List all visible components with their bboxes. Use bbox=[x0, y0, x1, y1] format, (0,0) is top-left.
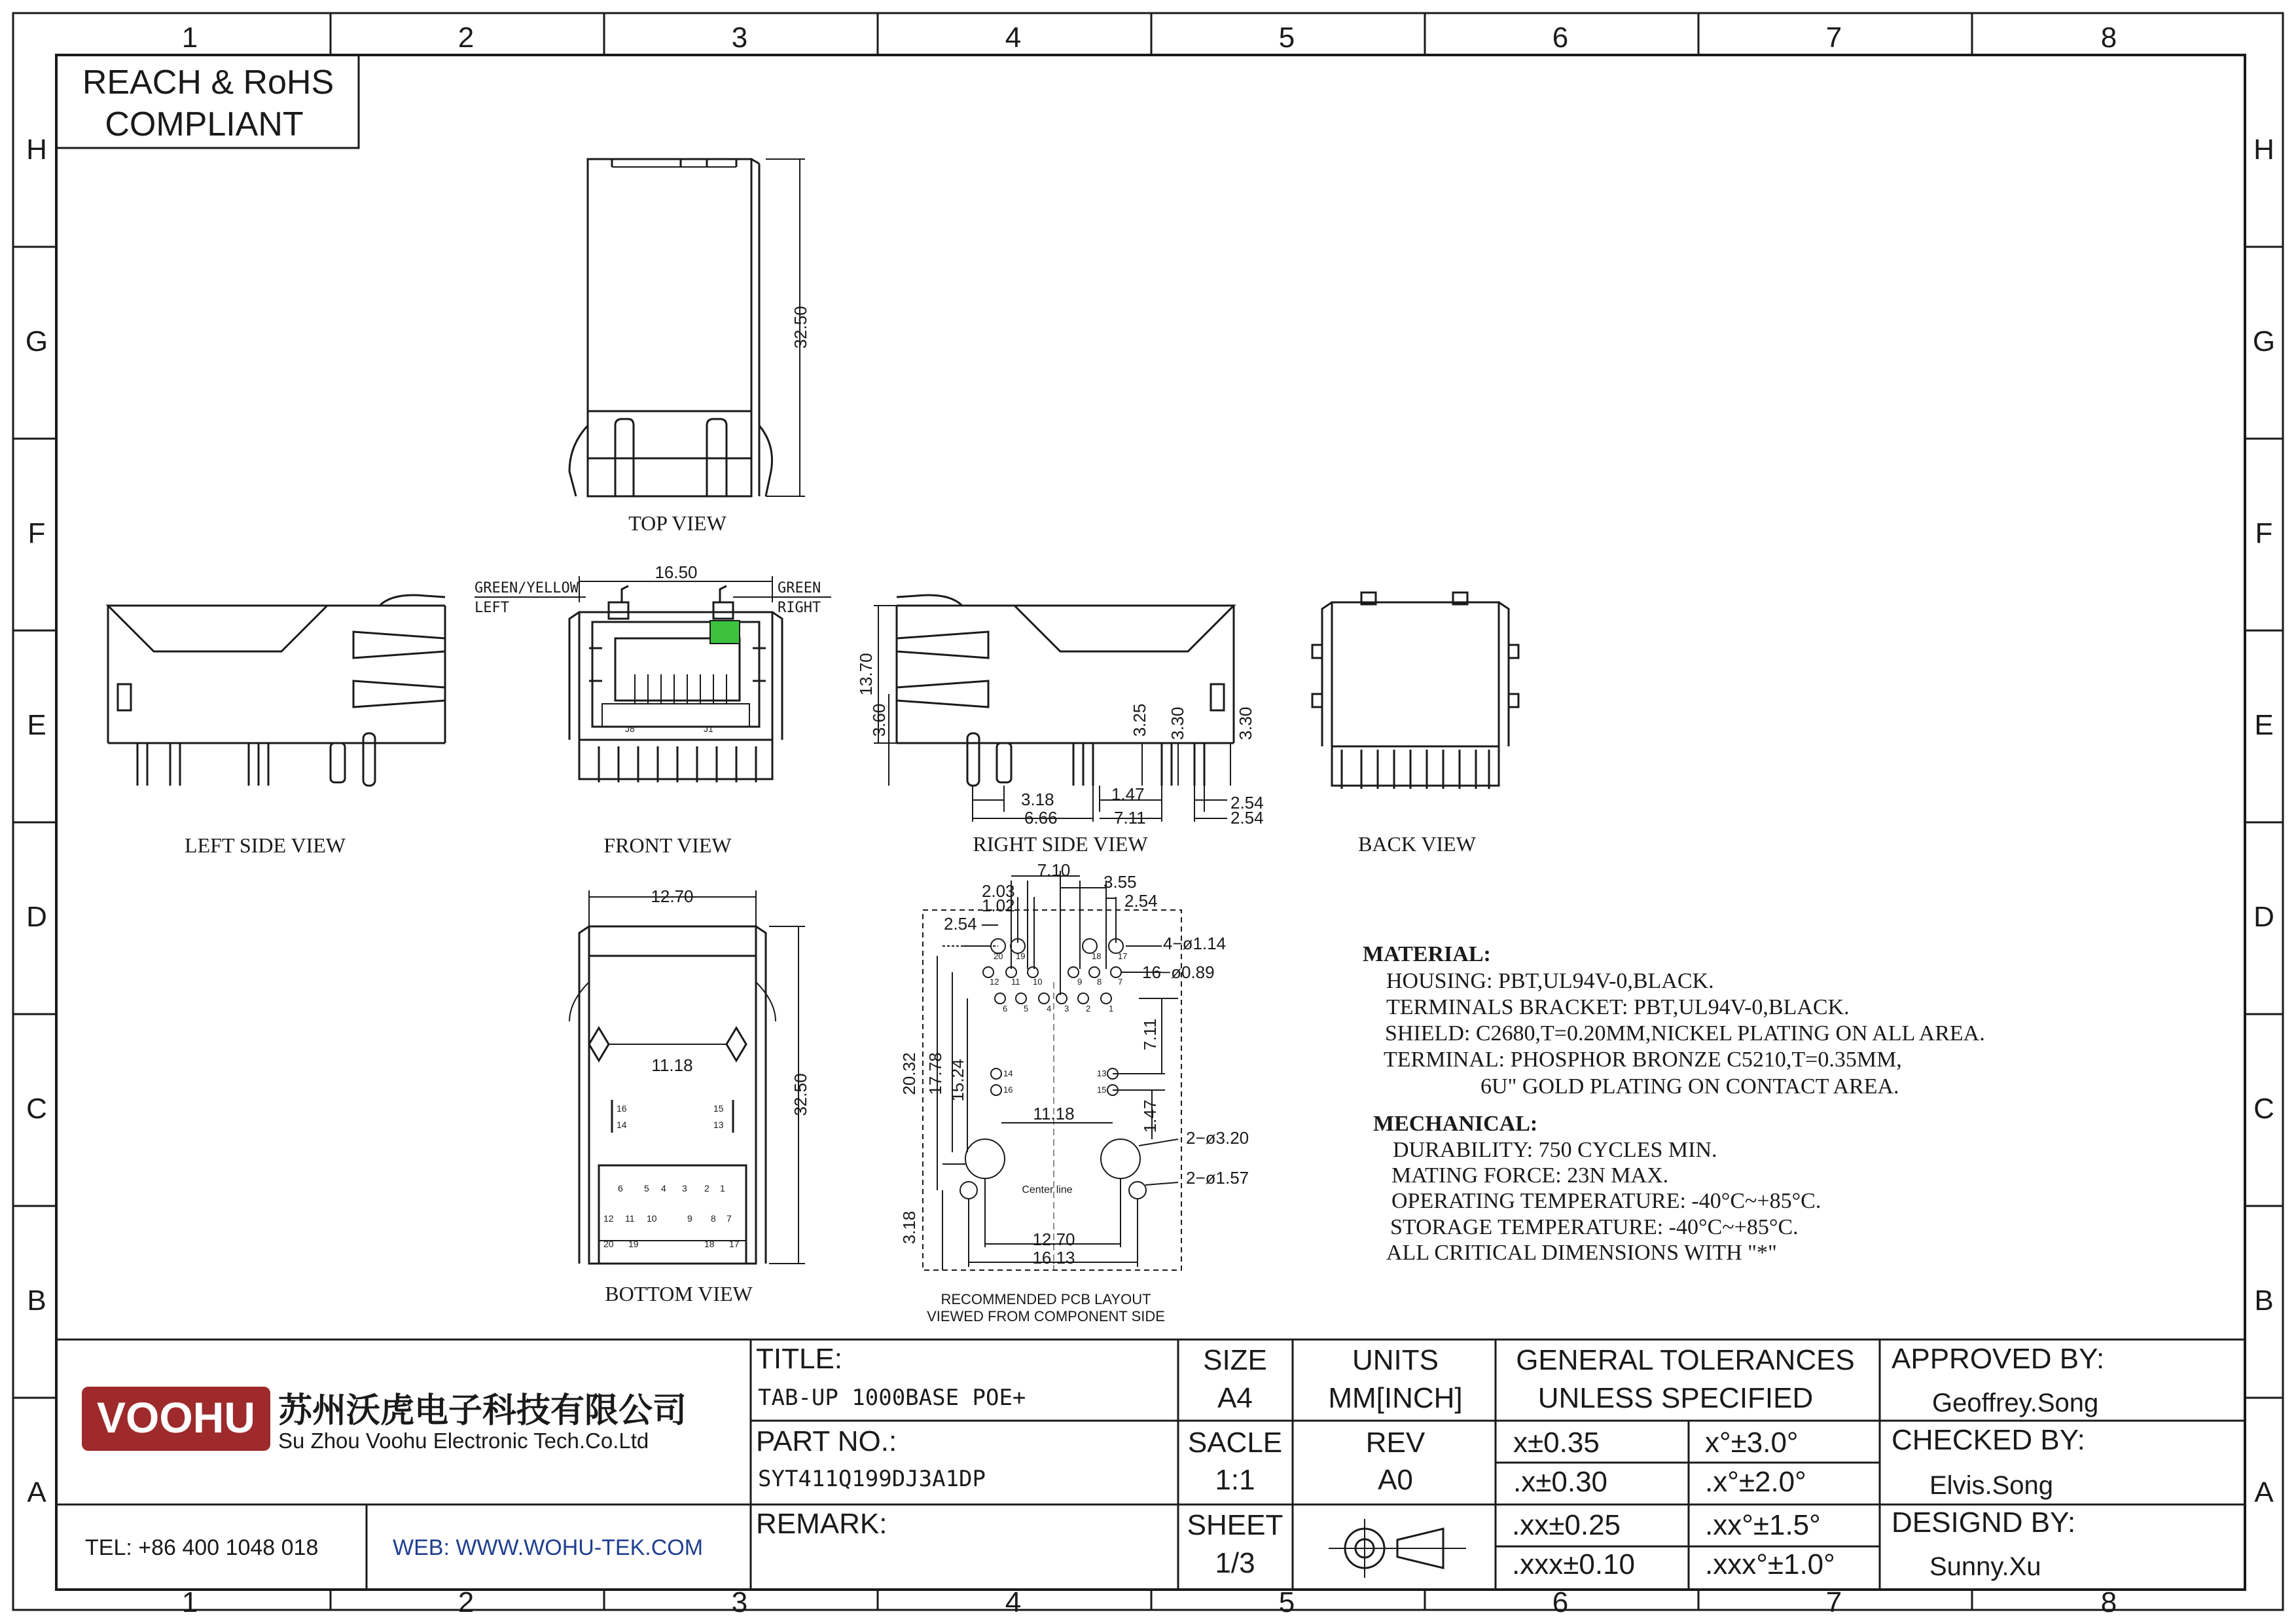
pin-label: 8 bbox=[1097, 977, 1102, 987]
col-label: 2 bbox=[457, 1586, 475, 1618]
back-view-label: BACK VIEW bbox=[1358, 832, 1476, 856]
dim-pcb-17-78: 17.78 bbox=[925, 1052, 945, 1095]
dim-pcb-12-70: 12.70 bbox=[1032, 1230, 1075, 1249]
right-side-view-label: RIGHT SIDE VIEW bbox=[973, 832, 1148, 856]
rev-label: REV bbox=[1365, 1427, 1426, 1459]
row-label: F bbox=[2255, 517, 2273, 549]
row-label: C bbox=[2253, 1093, 2274, 1125]
mechanical-line: DURABILITY: 750 CYCLES MIN. bbox=[1393, 1138, 1717, 1162]
compliance-line1: REACH & RoHS bbox=[82, 64, 334, 101]
dim-bottom-12-70: 12.70 bbox=[651, 886, 694, 906]
row-label: D bbox=[2253, 901, 2274, 933]
col-label: 6 bbox=[1552, 1586, 1569, 1618]
pin-label: 16 bbox=[617, 1103, 627, 1114]
pin-label: 9 bbox=[687, 1213, 692, 1224]
pin-label: 5 bbox=[1024, 1004, 1029, 1013]
mechanical-notes bbox=[1373, 1112, 1821, 1265]
row-label: B bbox=[27, 1285, 46, 1317]
dim-rs-3-30a: 3.30 bbox=[1168, 706, 1187, 740]
pin-label: 18 bbox=[704, 1239, 715, 1249]
dim-pcb-hole-089: 16−ø0.89 bbox=[1142, 962, 1215, 982]
checked-value: Elvis.Song bbox=[1929, 1471, 2053, 1500]
dim-pcb-3-18: 3.18 bbox=[899, 1211, 919, 1245]
dim-rs-3-18: 3.18 bbox=[1021, 790, 1054, 809]
pin-label: 19 bbox=[628, 1239, 639, 1249]
col-label: 5 bbox=[1278, 1586, 1295, 1618]
material-line: TERMINAL: PHOSPHOR BRONZE C5210,T=0.35MM, bbox=[1384, 1048, 1902, 1072]
part-value: SYT411Q199DJ3A1DP bbox=[758, 1466, 986, 1492]
row-label: E bbox=[2254, 709, 2274, 741]
part-label: PART NO.: bbox=[756, 1425, 897, 1457]
dim-top-height: 32.50 bbox=[791, 306, 810, 349]
pin-label: 2 bbox=[1086, 1004, 1091, 1013]
col-label: 8 bbox=[2100, 1586, 2117, 1618]
pin-label: 4 bbox=[661, 1183, 666, 1194]
pin-label: 13 bbox=[713, 1120, 724, 1130]
col-label: 2 bbox=[457, 22, 475, 54]
row-label: H bbox=[2253, 134, 2274, 166]
pin-label: 10 bbox=[647, 1213, 657, 1224]
row-label: G bbox=[25, 325, 48, 357]
dim-pcb-hole-114: 4−ø1.14 bbox=[1163, 934, 1227, 953]
tolerance-linear: .xxx±0.10 bbox=[1512, 1548, 1636, 1580]
pin-label: 18 bbox=[1092, 951, 1102, 961]
mechanical-line: STORAGE TEMPERATURE: -40°C~+85°C. bbox=[1390, 1215, 1799, 1239]
dim-pcb-20-32: 20.32 bbox=[899, 1052, 919, 1095]
row-label: G bbox=[2252, 325, 2276, 357]
pin-label: 6 bbox=[1003, 1004, 1008, 1013]
approvals bbox=[1892, 1343, 2104, 1581]
dim-pcb-15-24: 15.24 bbox=[948, 1059, 967, 1102]
compliance-line2: COMPLIANT bbox=[105, 105, 304, 143]
grid-column-labels bbox=[182, 22, 2117, 1618]
front-view-label: FRONT VIEW bbox=[603, 833, 732, 857]
dim-pcb-3-55: 3.55 bbox=[1103, 872, 1137, 892]
top-view bbox=[569, 159, 805, 496]
col-label: 4 bbox=[1005, 22, 1022, 54]
projection-symbol-icon bbox=[1329, 1519, 1466, 1578]
mechanical-heading: MECHANICAL: bbox=[1373, 1112, 1538, 1136]
row-label: D bbox=[26, 901, 47, 933]
pin-label: 2 bbox=[704, 1183, 709, 1194]
tolerance-linear: .xx±0.25 bbox=[1512, 1509, 1621, 1541]
rev-value: A0 bbox=[1378, 1464, 1413, 1496]
tolerance-linear: .x±0.30 bbox=[1513, 1466, 1608, 1498]
units-value: MM[INCH] bbox=[1328, 1382, 1463, 1414]
dim-front-width: 16.50 bbox=[655, 562, 698, 582]
title-value: TAB-UP 1000BASE POE+ bbox=[758, 1385, 1026, 1411]
pin-label: 16 bbox=[1003, 1085, 1013, 1095]
dim-rs-7-11: 7.11 bbox=[1114, 808, 1146, 828]
row-label: F bbox=[27, 517, 46, 549]
pin-label: 13 bbox=[1097, 1068, 1107, 1078]
compliance-box bbox=[56, 55, 359, 148]
pin-label: 1 bbox=[1109, 1004, 1114, 1013]
front-j1: J1 bbox=[704, 723, 713, 734]
col-label: 7 bbox=[1825, 1586, 1842, 1618]
pin-label: 11 bbox=[1011, 977, 1020, 987]
pin-label: 4 bbox=[1047, 1004, 1052, 1013]
dim-pcb-1-02: 1.02 bbox=[982, 896, 1015, 915]
size-value: A4 bbox=[1217, 1382, 1253, 1414]
pin-label: 17 bbox=[729, 1239, 740, 1249]
tolerance-title1: GENERAL TOLERANCES bbox=[1516, 1344, 1855, 1376]
tolerance-linear: x±0.35 bbox=[1513, 1427, 1600, 1459]
pin-label: 11 bbox=[625, 1213, 635, 1224]
tolerance-angular: .xx°±1.5° bbox=[1705, 1509, 1821, 1541]
col-label: 8 bbox=[2100, 22, 2117, 54]
pin-label: 12 bbox=[990, 977, 999, 987]
col-label: 3 bbox=[731, 22, 748, 54]
dim-pcb-2-03: 2.03 bbox=[982, 881, 1015, 901]
sheet-label: SHEET bbox=[1187, 1509, 1283, 1541]
design-value: Sunny.Xu bbox=[1929, 1552, 2041, 1581]
col-label: 7 bbox=[1825, 22, 1842, 54]
pin-label: 17 bbox=[1118, 951, 1128, 961]
row-label: H bbox=[26, 134, 47, 166]
col-label: 6 bbox=[1552, 22, 1569, 54]
col-label: 3 bbox=[731, 1586, 748, 1618]
dim-rs-2-54a: 2.54 bbox=[1230, 793, 1264, 812]
pin-label: 9 bbox=[1077, 977, 1083, 987]
logo-text: VOOHU bbox=[96, 1393, 256, 1442]
tolerance-angular: x°±3.0° bbox=[1705, 1427, 1799, 1459]
dim-pcb-11-18: 11.18 bbox=[1033, 1104, 1075, 1123]
top-view-label: TOP VIEW bbox=[628, 511, 726, 535]
row-label: B bbox=[2254, 1285, 2274, 1317]
pin-label: 10 bbox=[1033, 977, 1043, 987]
dim-rs-3-30b: 3.30 bbox=[1236, 706, 1255, 740]
company-logo bbox=[82, 1387, 270, 1451]
dim-pcb-7-11: 7.11 bbox=[1140, 1018, 1160, 1051]
pcb-caption-line2: VIEWED FROM COMPONENT SIDE bbox=[927, 1308, 1165, 1324]
dim-bottom-11-18: 11.18 bbox=[651, 1055, 693, 1075]
tolerance-angular: .x°±2.0° bbox=[1705, 1466, 1806, 1498]
material-line: TERMINALS BRACKET: PBT,UL94V-0,BLACK. bbox=[1386, 995, 1850, 1019]
dim-rs-6-66: 6.66 bbox=[1024, 808, 1058, 828]
dim-pcb-hole-320: 2−ø3.20 bbox=[1186, 1128, 1249, 1148]
size-label: SIZE bbox=[1203, 1344, 1267, 1376]
front-j8: J8 bbox=[625, 723, 635, 734]
pcb-dims bbox=[899, 860, 1249, 1267]
bottom-view-label: BOTTOM VIEW bbox=[605, 1282, 753, 1305]
dim-rs-3-25: 3.25 bbox=[1130, 703, 1149, 737]
company-tel: TEL: +86 400 1048 018 bbox=[85, 1535, 319, 1560]
material-notes bbox=[1363, 942, 1985, 1099]
row-label: C bbox=[26, 1093, 47, 1125]
bottom-pin-labels bbox=[603, 1103, 740, 1249]
pin-label: 3 bbox=[1064, 1004, 1069, 1013]
led-label-left-top: GREEN/YELLOW bbox=[475, 580, 579, 596]
led-label-left-bottom: LEFT bbox=[475, 600, 509, 616]
approved-value: Geoffrey.Song bbox=[1932, 1389, 2099, 1417]
approved-label: APPROVED BY: bbox=[1892, 1343, 2105, 1375]
dim-rs-1-47: 1.47 bbox=[1111, 784, 1145, 804]
sheet-value: 1/3 bbox=[1215, 1547, 1255, 1579]
material-line: SHIELD: C2680,T=0.20MM,NICKEL PLATING ON ALL AREA. bbox=[1385, 1021, 1985, 1046]
pcb-pin-labels bbox=[990, 951, 1127, 1095]
pin-label: 15 bbox=[1097, 1085, 1107, 1095]
led-label-right-bottom: RIGHT bbox=[778, 600, 821, 616]
title-block-grid bbox=[56, 1340, 2245, 1590]
pin-label: 3 bbox=[682, 1183, 687, 1194]
col-label: 5 bbox=[1278, 22, 1295, 54]
scale-label: SACLE bbox=[1187, 1427, 1283, 1459]
led-label-right-top: GREEN bbox=[778, 580, 821, 596]
dim-pcb-1-47: 1.47 bbox=[1140, 1099, 1160, 1133]
dim-pcb-16-13: 16.13 bbox=[1032, 1248, 1075, 1267]
pin-label: 7 bbox=[1118, 977, 1123, 987]
bottom-view bbox=[569, 890, 805, 1264]
title-label: TITLE: bbox=[756, 1343, 843, 1375]
remark-label: REMARK: bbox=[756, 1508, 888, 1540]
col-label: 1 bbox=[181, 1586, 198, 1618]
green-led bbox=[710, 621, 740, 644]
col-label: 4 bbox=[1005, 1586, 1022, 1618]
company-name-cn: 苏州沃虎电子科技有限公司 bbox=[278, 1392, 687, 1430]
company-web: WEB: WWW.WOHU-TEK.COM bbox=[393, 1535, 704, 1560]
col-label: 1 bbox=[181, 22, 198, 54]
mechanical-line: ALL CRITICAL DIMENSIONS WITH "*" bbox=[1386, 1241, 1777, 1265]
dim-rs-13-70: 13.70 bbox=[856, 653, 876, 696]
pcb-caption-line1: RECOMMENDED PCB LAYOUT bbox=[941, 1291, 1151, 1307]
row-label: E bbox=[27, 709, 46, 741]
pin-label: 7 bbox=[726, 1213, 732, 1224]
pin-label: 14 bbox=[617, 1120, 627, 1130]
dim-pcb-2-54a: 2.54 bbox=[944, 914, 977, 934]
material-line: 6U" GOLD PLATING ON CONTACT AREA. bbox=[1480, 1074, 1899, 1099]
row-label: A bbox=[27, 1476, 46, 1508]
pin-label: 20 bbox=[994, 951, 1003, 961]
pin-label: 14 bbox=[1003, 1068, 1013, 1078]
company-name-en: Su Zhou Voohu Electronic Tech.Co.Ltd bbox=[278, 1429, 649, 1453]
units-label: UNITS bbox=[1352, 1344, 1439, 1376]
back-view bbox=[1312, 593, 1518, 789]
row-label: A bbox=[2254, 1476, 2274, 1508]
checked-label: CHECKED BY: bbox=[1892, 1424, 2085, 1456]
dim-pcb-2-54b: 2.54 bbox=[1124, 891, 1158, 911]
pin-label: 6 bbox=[618, 1183, 623, 1194]
tolerance-angular: .xxx°±1.0° bbox=[1705, 1548, 1835, 1580]
dim-bottom-32-50: 32.50 bbox=[791, 1073, 810, 1116]
pin-label: 20 bbox=[603, 1239, 614, 1249]
left-side-view bbox=[108, 595, 445, 786]
tolerance-title2: UNLESS SPECIFIED bbox=[1537, 1382, 1814, 1414]
scale-value: 1:1 bbox=[1215, 1464, 1255, 1496]
material-heading: MATERIAL: bbox=[1363, 942, 1491, 966]
pin-label: 8 bbox=[711, 1213, 716, 1224]
dim-rs-2-54b: 2.54 bbox=[1230, 808, 1264, 828]
left-side-view-label: LEFT SIDE VIEW bbox=[185, 833, 346, 857]
design-label: DESIGND BY: bbox=[1892, 1506, 2076, 1539]
dim-pcb-hole-157: 2−ø1.57 bbox=[1186, 1168, 1249, 1188]
mechanical-line: OPERATING TEMPERATURE: -40°C~+85°C. bbox=[1391, 1189, 1821, 1213]
pin-label: 1 bbox=[720, 1183, 725, 1194]
material-line: HOUSING: PBT,UL94V-0,BLACK. bbox=[1386, 969, 1714, 993]
pin-label: 5 bbox=[644, 1183, 649, 1194]
pcb-centerline: Center line bbox=[1022, 1184, 1073, 1195]
mechanical-line: MATING FORCE: 23N MAX. bbox=[1391, 1163, 1669, 1188]
pin-label: 12 bbox=[603, 1213, 614, 1224]
dim-pcb-7-10: 7.10 bbox=[1037, 860, 1071, 880]
dim-rs-3-60: 3.60 bbox=[869, 703, 889, 737]
pin-label: 15 bbox=[713, 1103, 724, 1114]
pin-label: 19 bbox=[1016, 951, 1026, 961]
